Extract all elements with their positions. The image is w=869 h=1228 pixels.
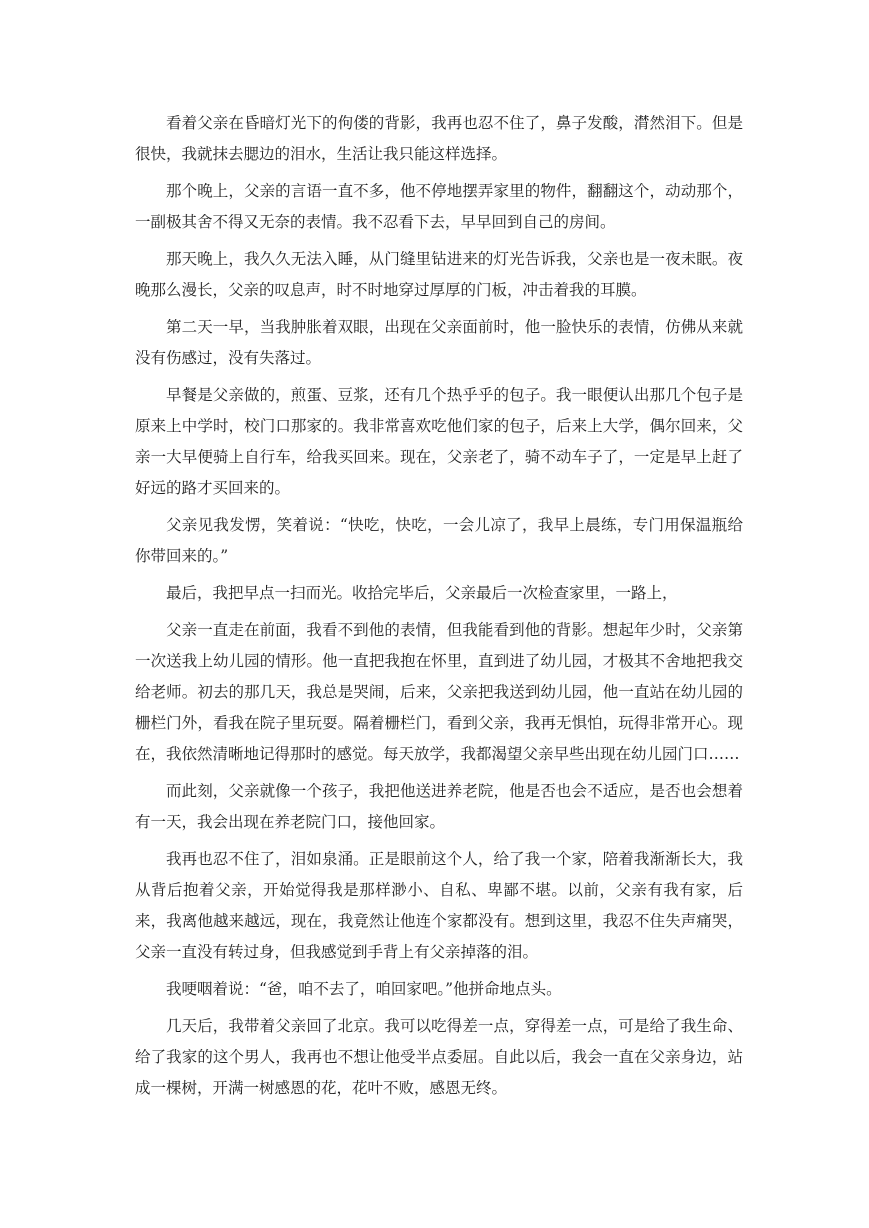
- paragraph: 最后，我把早点一扫而光。收拾完毕后，父亲最后一次检查家里，一路上，: [166, 584, 678, 602]
- paragraph: 我再也忍不住了，泪如泉涌。正是眼前这个人，给了我一个家，陪着我渐渐长大，我从背后抱着父亲，开始觉得我是那样渺小、自私、卑鄙不堪。以前，父亲有我有家，后来，我离他越来越远，现在，我竟然让他连个家都没有。想到这里，我忍不住失声痛哭，父亲一直没有转过身，但我感觉到手背上有父亲掉落的泪。: [135, 850, 743, 961]
- paragraph: 而此刻，父亲就像一个孩子，我把他送进养老院，他是否也会不适应，是否也会想着有一天，我会出现在养老院门口，接他回家。: [135, 782, 743, 831]
- paragraph: 我哽咽着说：“爸，咱不去了，咱回家吧。”他拼命地点头。: [166, 980, 562, 998]
- paragraph: 父亲一直走在前面，我看不到他的表情，但我能看到他的背影。想起年少时，父亲第一次送我上幼儿园的情形。他一直把我抱在怀里，直到进了幼儿园，才极其不舍地把我交给老师。初去的那几天，我总是哭闹，后来，父亲把我送到幼儿园，他一直站在幼儿园的栅栏门外，看我在院子里玩耍。隔着栅栏门，看到父亲，我再无惧怕，玩得非常开心。现在，我依然清晰地记得那时的感觉。每天放学，我都渴望父亲早些出现在幼儿园门口……: [135, 621, 743, 763]
- paragraph: 父亲见我发愣，笑着说：“快吃，快吃，一会儿凉了，我早上晨练，专门用保温瓶给你带回来的。”: [135, 516, 743, 565]
- article-body: [135, 108, 743, 1110]
- paragraph: 早餐是父亲做的，煎蛋、豆浆，还有几个热乎乎的包子。我一眼便认出那几个包子是原来上中学时，校门口那家的。我非常喜欢吃他们家的包子，后来上大学，偶尔回来，父亲一大早便骑上自行车，给我买回来。现在，父亲老了，骑不动车子了，一定是早上赶了好远的路才买回来的。: [135, 386, 743, 497]
- paragraph: 那个晚上，父亲的言语一直不多，他不停地摆弄家里的物件，翻翻这个，动动那个，一副极其舍不得又无奈的表情。我不忍看下去，早早回到自己的房间。: [135, 182, 743, 231]
- paragraph: 几天后，我带着父亲回了北京。我可以吃得差一点，穿得差一点，可是给了我生命、给了我家的这个男人，我再也不想让他受半点委屈。自此以后，我会一直在父亲身边，站成一棵树，开满一树感恩的花，花叶不败，感恩无终。: [135, 1017, 743, 1097]
- paragraph: 看着父亲在昏暗灯光下的佝偻的背影，我再也忍不住了，鼻子发酸，潸然泪下。但是很快，我就抹去腮边的泪水，生活让我只能这样选择。: [135, 114, 743, 163]
- paragraph: 第二天一早，当我肿胀着双眼，出现在父亲面前时，他一脸快乐的表情，仿佛从来就没有伤感过，没有失落过。: [135, 318, 743, 367]
- paragraph: 那天晚上，我久久无法入睡，从门缝里钻进来的灯光告诉我，父亲也是一夜未眠。夜晚那么漫长，父亲的叹息声，时不时地穿过厚厚的门板，冲击着我的耳膜。: [135, 250, 743, 299]
